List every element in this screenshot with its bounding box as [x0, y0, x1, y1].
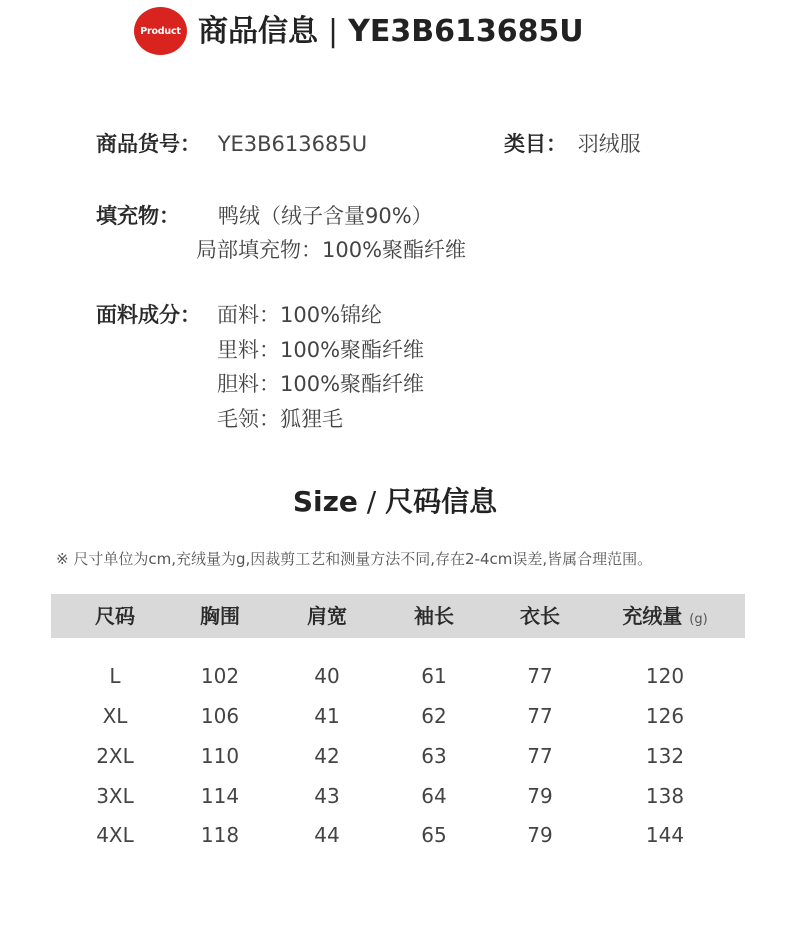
fabric-row: [96, 301, 201, 329]
title-text: 商品信息: [198, 14, 318, 49]
item-number-value: YE3B613685U: [217, 132, 368, 156]
header-down-fill: 充绒量 (g): [622, 604, 708, 628]
fabric-line-2: 里料：100%聚酯纤维: [217, 338, 425, 362]
size-table-header: [51, 594, 745, 638]
size-section-title: Size / 尺码信息: [292, 485, 498, 518]
filling-row: [96, 202, 180, 230]
category-value: 羽绒服: [577, 132, 641, 156]
item-number-label: 商品货号：: [96, 132, 201, 156]
page-title: [198, 10, 584, 54]
header-shoulder: 肩宽: [307, 604, 347, 628]
header-chest: 胸围: [200, 604, 240, 628]
fabric-line-4: 毛领：狐狸毛: [217, 407, 343, 431]
item-number-row: [96, 130, 367, 158]
header-size: 尺码: [95, 604, 135, 628]
header-length: 衣长: [520, 604, 560, 628]
fabric-line-1: 面料：100%锦纶: [217, 303, 383, 327]
category-label: 类目：: [504, 132, 567, 156]
filling-line-1: 鸭绒（绒子含量90%）: [218, 204, 433, 228]
title-separator: |: [328, 14, 339, 49]
size-note: ※ 尺寸单位为cm,充绒量为g,因裁剪工艺和测量方法不同,存在2-4cm误差,皆属合理范围。: [56, 550, 653, 568]
fabric-line-3: 胆料：100%聚酯纤维: [217, 372, 425, 396]
category-row: [504, 130, 641, 158]
filling-line-2: 局部填充物：100%聚酯纤维: [196, 238, 467, 262]
fabric-label: 面料成分：: [96, 303, 201, 327]
header-sleeve: 袖长: [414, 604, 454, 628]
product-badge: Product: [134, 7, 187, 55]
header-unit: (g): [689, 612, 708, 627]
filling-label: 填充物：: [96, 204, 180, 228]
title-code: YE3B613685U: [348, 14, 584, 49]
